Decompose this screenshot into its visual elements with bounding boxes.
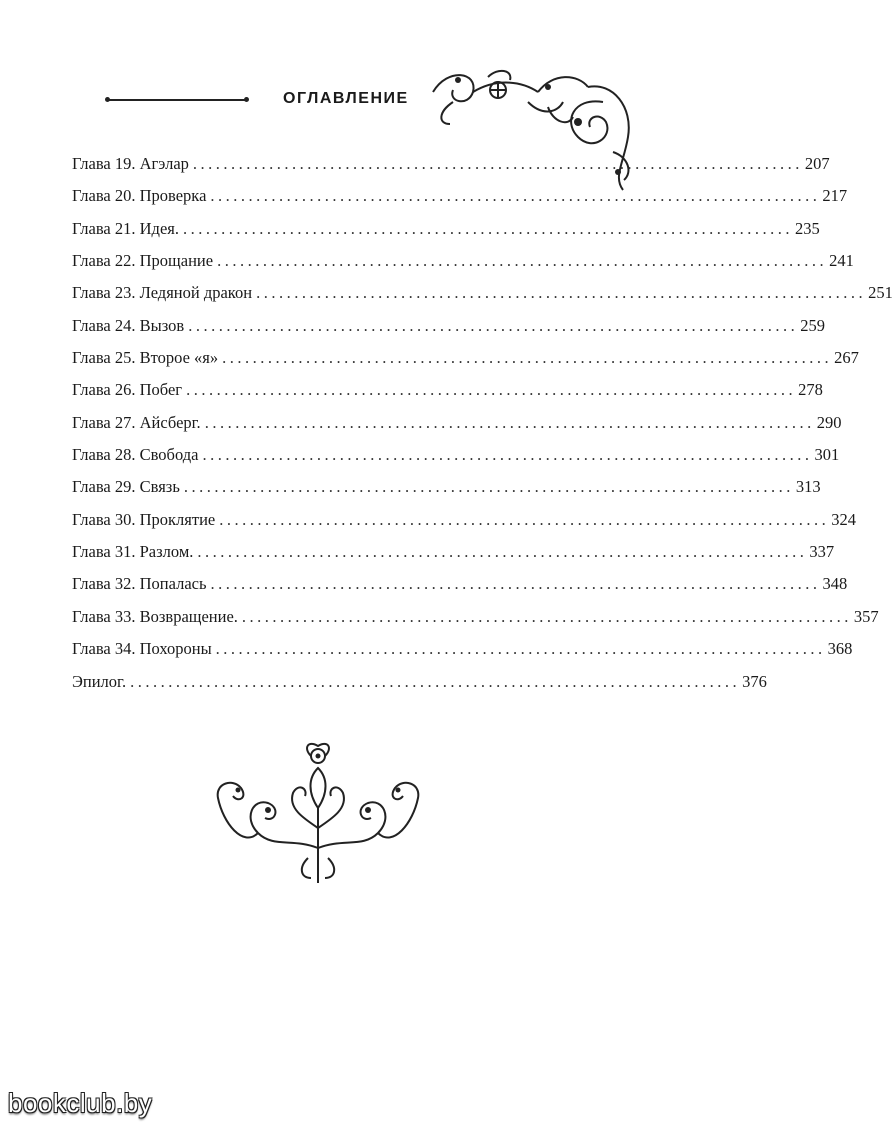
toc-entry-page: 357 <box>853 606 879 626</box>
toc-entry-title: Глава 24. Вызов <box>72 315 185 335</box>
toc-entry-title: Глава 30. Проклятие <box>72 509 216 529</box>
toc-entry-title: Глава 19. Агэлар <box>72 154 189 173</box>
toc-entry <box>72 346 859 378</box>
toc-entry <box>72 411 842 443</box>
page-title: ОГЛАВЛЕНИЕ <box>283 90 409 107</box>
watermark: bookclub.by <box>8 1088 153 1118</box>
toc-entry-page: 217 <box>822 186 848 206</box>
toc-entry-page: 337 <box>809 542 835 562</box>
dot-leader: ................................................................................ <box>222 348 833 368</box>
toc-entry <box>72 281 893 313</box>
dot-leader: ................................................................................ <box>192 154 803 173</box>
dot-leader: ................................................................................ <box>197 542 808 562</box>
dot-leader: ................................................................................ <box>130 671 741 691</box>
toc-entry-title: Глава 20. Проверка <box>72 186 207 206</box>
toc-entry-title: Эпилог. <box>72 671 127 691</box>
dot-leader: ................................................................................ <box>217 251 828 271</box>
toc-entry-title: Глава 28. Свобода <box>72 445 199 465</box>
table-of-contents <box>72 152 893 702</box>
toc-entry-title: Глава 25. Второе «я» <box>72 348 219 368</box>
floral-ornament <box>213 738 423 888</box>
dot-leader: ................................................................................ <box>204 412 815 432</box>
toc-entry-title: Глава 21. Идея. <box>72 218 179 238</box>
dot-leader: ................................................................................ <box>202 445 813 465</box>
toc-entry <box>72 637 853 669</box>
toc-entry <box>72 152 830 184</box>
header-rule <box>108 99 246 101</box>
toc-entry-title: Глава 27. Айсберг. <box>72 412 201 432</box>
dot-leader: ................................................................................ <box>256 283 867 303</box>
toc-entry-page: 324 <box>831 509 856 529</box>
toc-entry-title: Глава 34. Похороны <box>72 639 212 659</box>
toc-entry <box>72 217 820 249</box>
toc-entry <box>72 443 840 475</box>
toc-entry-title: Глава 33. Возвращение. <box>72 606 238 626</box>
toc-entry-page: 278 <box>798 380 823 400</box>
toc-entry <box>72 314 825 346</box>
toc-entry-page: 348 <box>822 574 848 594</box>
dot-leader: ................................................................................ <box>188 315 799 335</box>
toc-entry-page: 267 <box>834 348 859 368</box>
dot-leader: ................................................................................ <box>210 186 821 206</box>
dot-leader: ................................................................................ <box>183 477 794 497</box>
dot-leader: ................................................................................ <box>241 606 852 626</box>
dot-leader: ................................................................................ <box>215 639 826 659</box>
toc-entry <box>72 572 848 604</box>
toc-entry <box>72 475 821 507</box>
toc-entry-page: 376 <box>742 671 767 691</box>
toc-entry <box>72 184 848 216</box>
toc-entry-page: 207 <box>804 154 830 173</box>
toc-entry <box>72 540 835 572</box>
toc-entry-page: 368 <box>827 639 853 659</box>
toc-entry-page: 313 <box>795 477 821 497</box>
toc-entry-page: 301 <box>814 445 840 465</box>
toc-entry-page: 259 <box>800 315 825 335</box>
toc-entry-title: Глава 22. Прощание <box>72 251 214 271</box>
toc-entry-title: Глава 32. Попалась <box>72 574 207 594</box>
toc-entry <box>72 508 856 540</box>
toc-entry-title: Глава 26. Побег <box>72 380 183 400</box>
toc-entry-page: 235 <box>794 218 820 238</box>
toc-entry-page: 241 <box>829 251 854 271</box>
dot-leader: ................................................................................ <box>182 218 793 238</box>
toc-entry-page: 290 <box>816 412 842 432</box>
toc-entry-title: Глава 23. Ледяной дракон <box>72 283 253 303</box>
dot-leader: ................................................................................ <box>219 509 830 529</box>
toc-entry <box>72 249 854 281</box>
toc-entry-page: 251 <box>868 283 893 303</box>
toc-entry-title: Глава 31. Разлом. <box>72 542 194 562</box>
dot-leader: ................................................................................ <box>186 380 797 400</box>
dot-leader: ................................................................................ <box>210 574 821 594</box>
toc-entry-title: Глава 29. Связь <box>72 477 180 497</box>
toc-entry <box>72 670 767 702</box>
toc-entry <box>72 378 823 410</box>
toc-entry <box>72 605 879 637</box>
